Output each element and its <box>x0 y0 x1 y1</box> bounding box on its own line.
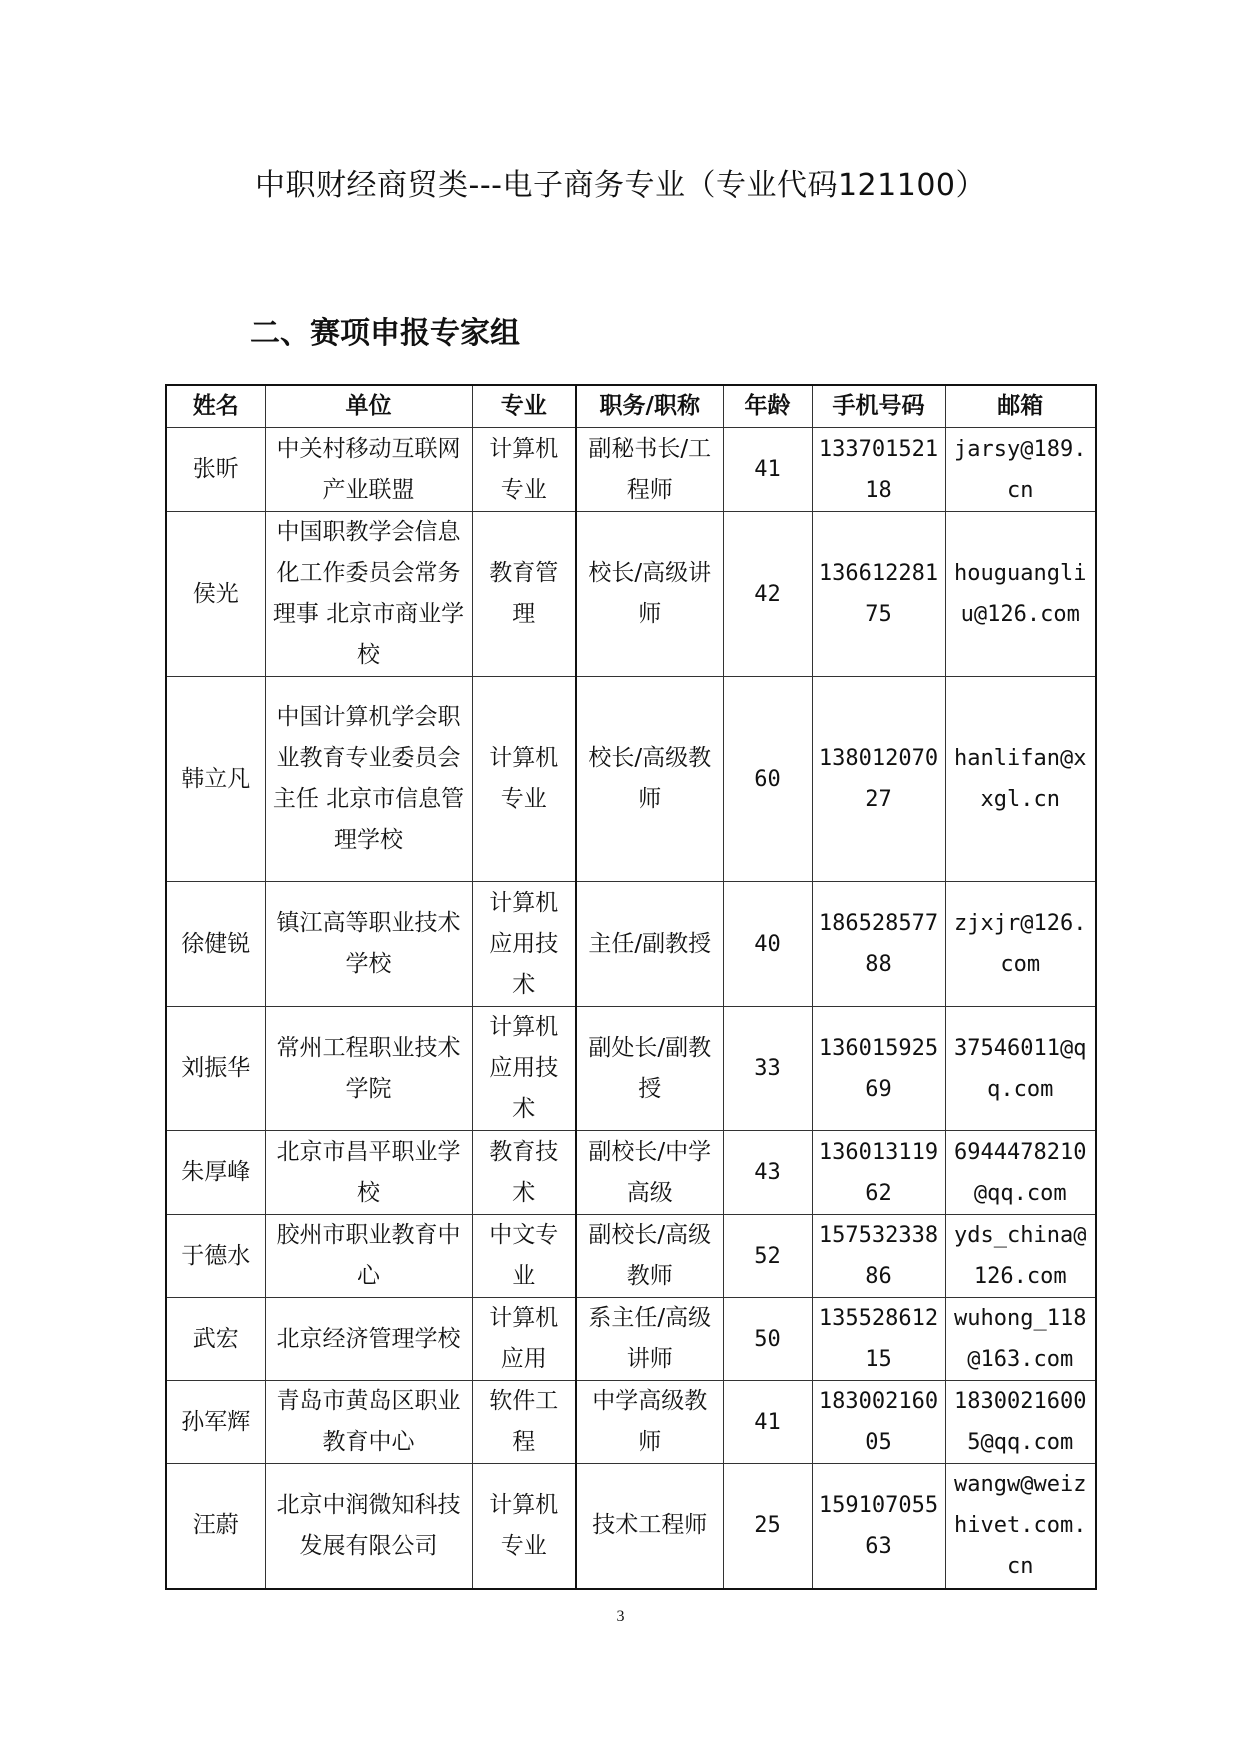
cell-unit: 中国职教学会信息化工作委员会常务理事 北京市商业学校 <box>265 512 472 677</box>
expert-table <box>165 384 1097 1590</box>
cell-phone: 15753233886 <box>812 1215 945 1298</box>
cell-title: 主任/副教授 <box>576 882 723 1007</box>
table-row <box>166 1215 1096 1298</box>
cell-name: 刘振华 <box>166 1007 265 1131</box>
cell-phone: 13370152118 <box>812 428 945 512</box>
cell-phone: 13801207027 <box>812 677 945 882</box>
cell-title: 系主任/高级讲师 <box>576 1298 723 1381</box>
header-email: 邮箱 <box>945 385 1096 428</box>
cell-unit: 北京市昌平职业学校 <box>265 1131 472 1215</box>
cell-name: 孙军辉 <box>166 1381 265 1464</box>
cell-name: 武宏 <box>166 1298 265 1381</box>
cell-unit: 中关村移动互联网产业联盟 <box>265 428 472 512</box>
header-name: 姓名 <box>166 385 265 428</box>
cell-name: 于德水 <box>166 1215 265 1298</box>
header-major: 专业 <box>472 385 576 428</box>
header-phone: 手机号码 <box>812 385 945 428</box>
section-heading: 二、赛项申报专家组 <box>250 316 520 351</box>
cell-email: yds_china@126.com <box>945 1215 1096 1298</box>
cell-phone: 13601592569 <box>812 1007 945 1131</box>
cell-age: 42 <box>723 512 812 677</box>
table-row <box>166 1131 1096 1215</box>
table-row <box>166 1381 1096 1464</box>
cell-title: 校长/高级教师 <box>576 677 723 882</box>
table-row <box>166 1464 1096 1589</box>
cell-email: 37546011@qq.com <box>945 1007 1096 1131</box>
cell-age: 52 <box>723 1215 812 1298</box>
table-row <box>166 1298 1096 1381</box>
table-row <box>166 677 1096 882</box>
cell-title: 副秘书长/工程师 <box>576 428 723 512</box>
cell-email: zjxjr@126.com <box>945 882 1096 1007</box>
cell-unit: 常州工程职业技术学院 <box>265 1007 472 1131</box>
cell-title: 副校长/高级教师 <box>576 1215 723 1298</box>
cell-unit: 北京中润微知科技发展有限公司 <box>265 1464 472 1589</box>
cell-major: 教育管理 <box>472 512 576 677</box>
cell-name: 韩立凡 <box>166 677 265 882</box>
cell-email: wangw@weizhivet.com.cn <box>945 1464 1096 1589</box>
cell-age: 41 <box>723 1381 812 1464</box>
cell-phone: 18652857788 <box>812 882 945 1007</box>
cell-name: 汪蔚 <box>166 1464 265 1589</box>
cell-major: 计算机应用 <box>472 1298 576 1381</box>
cell-unit: 胶州市职业教育中心 <box>265 1215 472 1298</box>
cell-age: 50 <box>723 1298 812 1381</box>
cell-major: 计算机专业 <box>472 428 576 512</box>
cell-major: 计算机应用技术 <box>472 1007 576 1131</box>
cell-age: 41 <box>723 428 812 512</box>
cell-title: 副校长/中学高级 <box>576 1131 723 1215</box>
cell-email: hanlifan@xxgl.cn <box>945 677 1096 882</box>
cell-email: jarsy@189.cn <box>945 428 1096 512</box>
cell-unit: 青岛市黄岛区职业教育中心 <box>265 1381 472 1464</box>
cell-title: 技术工程师 <box>576 1464 723 1589</box>
table-row <box>166 428 1096 512</box>
cell-phone: 13552861215 <box>812 1298 945 1381</box>
cell-age: 60 <box>723 677 812 882</box>
header-unit: 单位 <box>265 385 472 428</box>
cell-major: 计算机专业 <box>472 1464 576 1589</box>
table-header-row <box>166 385 1096 428</box>
cell-email: wuhong_118@163.com <box>945 1298 1096 1381</box>
cell-name: 朱厚峰 <box>166 1131 265 1215</box>
cell-phone: 13661228175 <box>812 512 945 677</box>
cell-title: 中学高级教师 <box>576 1381 723 1464</box>
cell-major: 计算机专业 <box>472 677 576 882</box>
table-row <box>166 512 1096 677</box>
cell-age: 40 <box>723 882 812 1007</box>
cell-email: houguangliu@126.com <box>945 512 1096 677</box>
header-title: 职务/职称 <box>576 385 723 428</box>
cell-phone: 15910705563 <box>812 1464 945 1589</box>
document-title: 中职财经商贸类---电子商务专业（专业代码121100） <box>255 168 986 203</box>
cell-name: 侯光 <box>166 512 265 677</box>
table-row <box>166 1007 1096 1131</box>
cell-major: 中文专业 <box>472 1215 576 1298</box>
table-row <box>166 882 1096 1007</box>
cell-unit: 北京经济管理学校 <box>265 1298 472 1381</box>
cell-phone: 18300216005 <box>812 1381 945 1464</box>
cell-name: 徐健锐 <box>166 882 265 1007</box>
cell-major: 计算机应用技术 <box>472 882 576 1007</box>
cell-title: 校长/高级讲师 <box>576 512 723 677</box>
header-age: 年龄 <box>723 385 812 428</box>
cell-name: 张昕 <box>166 428 265 512</box>
cell-phone: 13601311962 <box>812 1131 945 1215</box>
page-number: 3 <box>616 1608 625 1625</box>
cell-age: 43 <box>723 1131 812 1215</box>
cell-email: 18300216005@qq.com <box>945 1381 1096 1464</box>
cell-major: 软件工程 <box>472 1381 576 1464</box>
cell-age: 25 <box>723 1464 812 1589</box>
cell-unit: 中国计算机学会职业教育专业委员会主任 北京市信息管理学校 <box>265 677 472 882</box>
cell-major: 教育技术 <box>472 1131 576 1215</box>
cell-title: 副处长/副教授 <box>576 1007 723 1131</box>
cell-email: 6944478210@qq.com <box>945 1131 1096 1215</box>
cell-age: 33 <box>723 1007 812 1131</box>
cell-unit: 镇江高等职业技术学校 <box>265 882 472 1007</box>
